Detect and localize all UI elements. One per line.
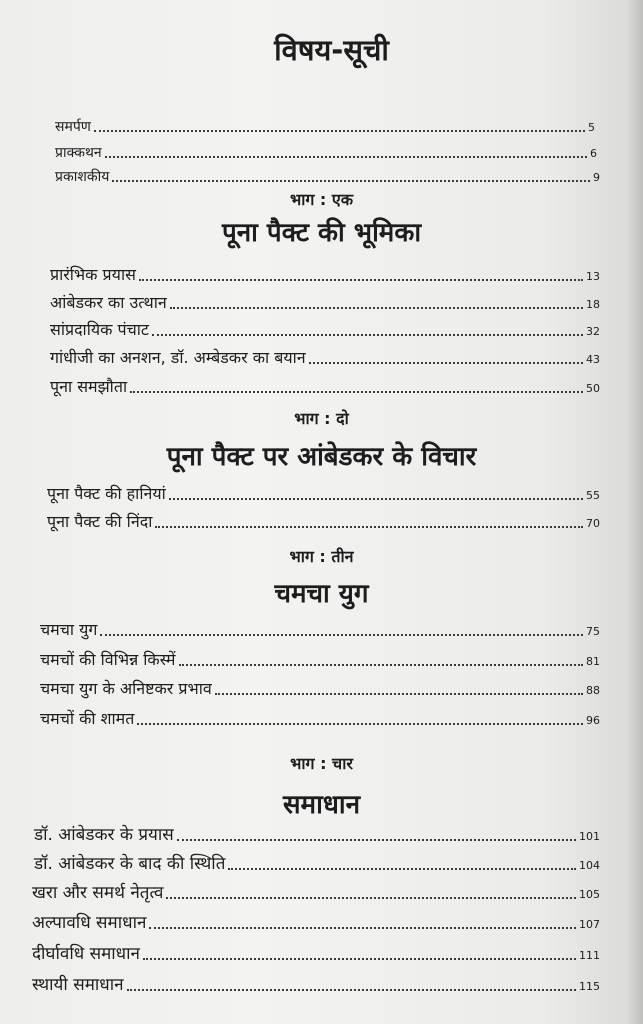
- toc-entry-label: पूना पैक्ट की निंदा: [47, 512, 153, 531]
- dot-leader: [309, 362, 583, 364]
- toc-entry: [40, 707, 600, 729]
- dot-leader: [100, 634, 583, 636]
- toc-entry-page: 5: [588, 121, 595, 134]
- section-title: पूना पैक्ट की भूमिका: [221, 218, 422, 248]
- toc-entry: [32, 880, 600, 903]
- toc-entry-label: पूना समझौता: [50, 377, 128, 396]
- toc-entry: [50, 346, 600, 368]
- dot-leader: [94, 130, 585, 132]
- toc-entry-page: 96: [586, 714, 600, 727]
- toc-entry: [50, 291, 600, 313]
- toc-entry-page: 104: [579, 859, 600, 872]
- toc-entry-label: आंबेडकर का उत्थान: [50, 293, 167, 312]
- toc-entry-label: चमचा युग: [40, 620, 98, 639]
- toc-entry-label: गांधीजी का अनशन, डॉ. अम्बेडकर का बयान: [50, 348, 306, 367]
- toc-entry-page: 101: [579, 830, 600, 843]
- toc-entry-page: 50: [586, 382, 600, 395]
- section-title: चमचा युग: [274, 579, 369, 609]
- toc-entry: [47, 482, 600, 504]
- dot-leader: [130, 391, 583, 393]
- section-title: पूना पैक्ट पर आंबेडकर के विचार: [166, 442, 477, 472]
- toc-entry-page: 9: [593, 171, 600, 184]
- dot-leader: [105, 156, 587, 158]
- toc-entry: [55, 117, 595, 136]
- dot-leader: [228, 868, 576, 870]
- toc-entry: [34, 851, 600, 874]
- toc-entry: [40, 648, 600, 670]
- dot-leader: [137, 723, 583, 725]
- toc-entry-label: पूना पैक्ट की हानियां: [47, 484, 166, 503]
- toc-entry-label: दीर्घावधि समाधान: [32, 944, 140, 964]
- part-label: भाग : चार: [290, 754, 353, 773]
- dot-leader: [215, 693, 583, 695]
- toc-entry-page: 70: [586, 517, 600, 530]
- toc-entry-label: चमचा युग के अनिष्टकर प्रभाव: [40, 679, 212, 698]
- dot-leader: [169, 498, 583, 500]
- toc-entry: [40, 618, 600, 640]
- toc-entry-page: 6: [590, 147, 597, 160]
- toc-entry-page: 55: [586, 489, 600, 502]
- toc-entry-label: खरा और समर्थ नेतृत्व: [32, 883, 164, 903]
- dot-leader: [149, 927, 576, 929]
- toc-entry-label: डॉ. आंबेडकर के बाद की स्थिति: [34, 854, 226, 874]
- toc-entry: [50, 318, 600, 340]
- dot-leader: [170, 307, 583, 309]
- dot-leader: [177, 839, 576, 841]
- page-title: विषय-सूची: [274, 33, 389, 67]
- toc-entry: [55, 143, 597, 162]
- toc-entry-page: 88: [586, 684, 600, 697]
- toc-entry-page: 107: [579, 918, 600, 931]
- toc-entry: [40, 677, 600, 699]
- toc-entry-page: 115: [579, 980, 600, 993]
- toc-entry: [55, 167, 600, 186]
- dot-leader: [112, 180, 590, 182]
- part-label: भाग : तीन: [289, 547, 354, 566]
- section-title: समाधान: [282, 790, 360, 820]
- toc-entry: [32, 972, 600, 995]
- toc-entry-page: 13: [586, 270, 600, 283]
- toc-entry-label: अल्पावधि समाधान: [32, 913, 147, 933]
- toc-entry-label: सांप्रदायिक पंचाट: [50, 320, 149, 339]
- dot-leader: [127, 989, 576, 991]
- toc-entry-page: 32: [586, 325, 600, 338]
- toc-entry-page: 111: [579, 949, 600, 962]
- toc-entry: [47, 510, 600, 532]
- dot-leader: [155, 526, 583, 528]
- toc-entry: [32, 910, 600, 933]
- toc-entry-label: डॉ. आंबेडकर के प्रयास: [34, 825, 174, 845]
- toc-entry-label: समर्पण: [55, 119, 91, 135]
- dot-leader: [143, 958, 576, 960]
- toc-entry-page: 105: [579, 888, 600, 901]
- dot-leader: [139, 279, 583, 281]
- toc-entry-label: प्राक्कथन: [55, 145, 102, 161]
- page-edge-shadow: [627, 0, 643, 1024]
- toc-entry-label: चमचों की शामत: [40, 709, 135, 728]
- toc-entry-label: स्थायी समाधान: [32, 975, 124, 995]
- toc-entry: [34, 822, 600, 845]
- dot-leader: [152, 334, 583, 336]
- part-label: भाग : दो: [294, 409, 349, 428]
- toc-entry-label: प्रकाशकीय: [55, 169, 110, 185]
- toc-entry-page: 18: [586, 298, 600, 311]
- toc-entry: [32, 941, 600, 964]
- toc-entry-label: चमचों की विभिन्न किस्में: [40, 650, 176, 669]
- toc-entry-page: 43: [586, 353, 600, 366]
- toc-entry-label: प्रारंभिक प्रयास: [50, 265, 136, 284]
- toc-entry-page: 81: [586, 655, 600, 668]
- part-label: भाग : एक: [289, 190, 354, 209]
- toc-entry: [50, 375, 600, 397]
- toc-entry-page: 75: [586, 625, 600, 638]
- dot-leader: [179, 664, 584, 666]
- toc-entry: [50, 263, 600, 285]
- dot-leader: [166, 897, 576, 899]
